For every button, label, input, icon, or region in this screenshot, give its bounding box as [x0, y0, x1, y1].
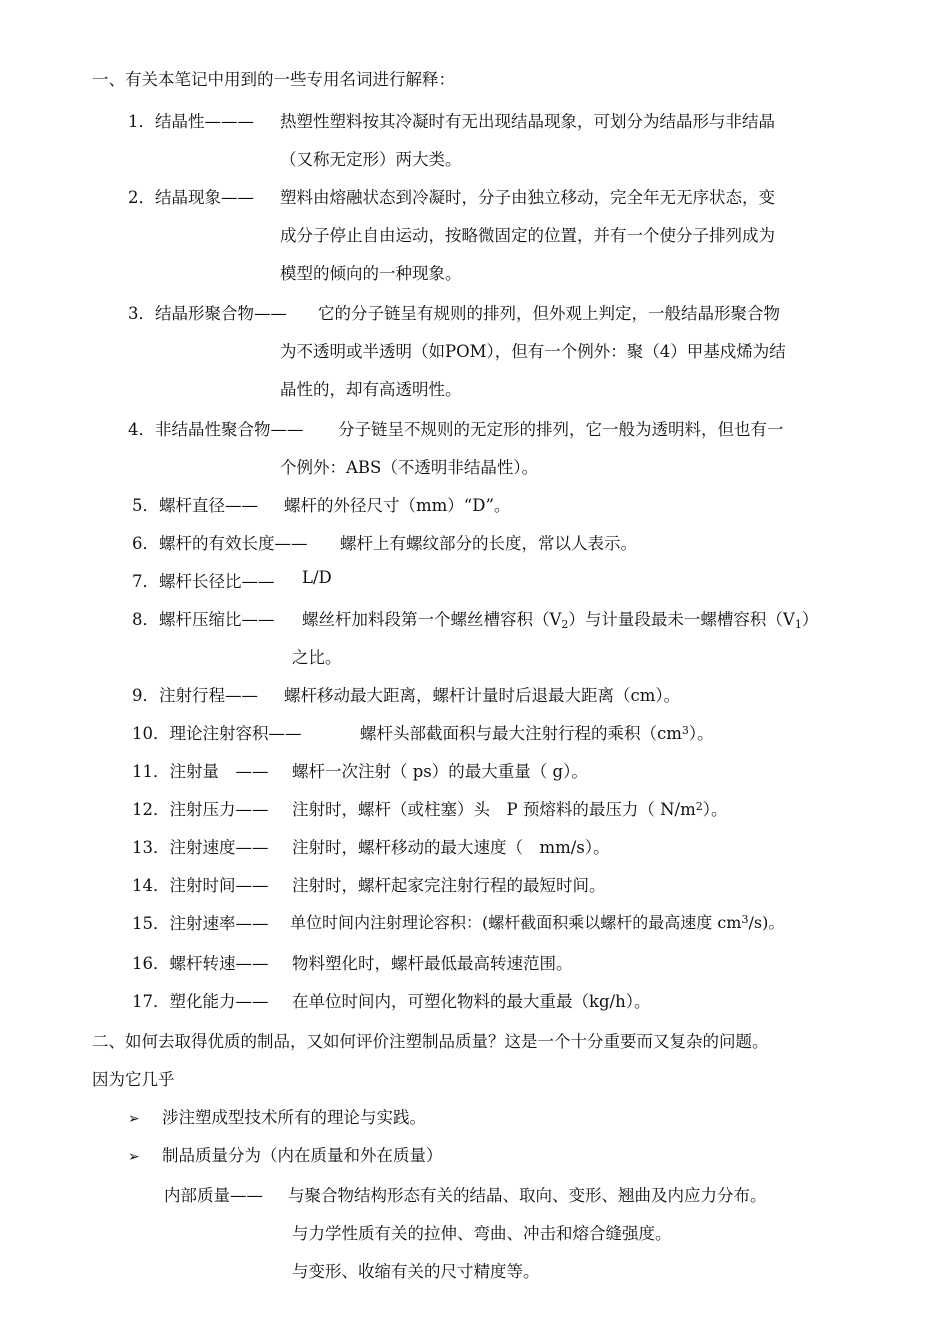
bullet-item-2: ➢ 制品质量分为（内在质量和外在质量） [128, 1146, 443, 1165]
superscript: 3 [741, 913, 749, 926]
subscript: 2 [561, 618, 569, 631]
item-term: 理论注射容积—— [169, 724, 302, 743]
item-number: 2． [128, 188, 155, 207]
definition-6 [132, 530, 308, 554]
definition-5 [132, 492, 258, 516]
item-number: 8． [132, 610, 159, 629]
definition-8-line2: 之比。 [292, 648, 342, 667]
arrow-bullet-icon: ➢ [128, 1149, 140, 1165]
definition-1-line2: （又称无定形）两大类。 [280, 150, 462, 169]
item-term: 螺杆长径比—— [159, 572, 275, 591]
item-term: 螺杆的有效长度—— [159, 534, 308, 553]
inner-quality-line1: 与聚合物结构形态有关的结晶、取向、变形、翘曲及内应力分布。 [288, 1186, 767, 1205]
definition-16 [132, 950, 269, 974]
item-number: 1． [128, 112, 155, 131]
item-term: 塑化能力—— [169, 992, 269, 1011]
definition-6-line1: 螺杆上有螺纹部分的长度，常以人表示。 [340, 534, 637, 553]
definition-3-line2: 为不透明或半透明（如POM），但有一个例外：聚（4）甲基戍烯为结 [280, 342, 786, 361]
item-number: 13． [132, 838, 170, 857]
item-term: 螺杆压缩比—— [159, 610, 275, 629]
subscript: 1 [794, 618, 802, 631]
definition-10-line1: 螺杆头部截面积与最大注射行程的乘积$(cm^3)$。 [360, 724, 714, 743]
item-number: 9． [132, 686, 159, 705]
definition-16-line1: 物料塑化时，螺杆最低最高转速范围。 [292, 954, 573, 973]
superscript: 3 [681, 724, 689, 737]
bullet-item-1: ➢ 涉注塑成型技术所有的理论与实践。 [128, 1108, 426, 1127]
inner-quality-line3: 与变形、收缩有关的尺寸精度等。 [292, 1262, 540, 1281]
definition-11-line1: 螺杆一次注射（ ps）的最大重量（ g）。 [292, 762, 588, 781]
item-number: 6． [132, 534, 159, 553]
definition-9 [132, 682, 258, 706]
definition-2-line1: 塑料由熔融状态到冷凝时，分子由独立移动，完全年无无序状态，变 [280, 188, 775, 207]
definition-3 [128, 300, 287, 324]
section2-title-line2: 因为它几乎 [92, 1070, 175, 1089]
item-term: 注射行程—— [159, 686, 258, 705]
definition-7-line1: L/D [302, 568, 332, 587]
item-term: 结晶现象—— [155, 188, 254, 207]
definition-4-line2: 个例外：ABS（不透明非结晶性）。 [280, 458, 539, 477]
definition-13 [132, 834, 269, 858]
item-number: 10． [132, 724, 170, 743]
definition-2 [128, 184, 254, 208]
definition-12-line1: 注射时，螺杆（或柱塞）头 P 预熔料的最压力（ $N/m^2$）。 [292, 800, 728, 819]
item-number: 4． [128, 420, 155, 439]
definition-17 [132, 988, 269, 1012]
item-number: 3． [128, 304, 155, 323]
arrow-bullet-icon: ➢ [128, 1111, 140, 1127]
item-number: 16． [132, 954, 170, 973]
item-term: 注射量 —— [169, 762, 269, 781]
inner-quality-term: 内部质量—— [164, 1186, 263, 1205]
definition-4 [128, 416, 304, 440]
item-number: 15． [132, 914, 170, 933]
definition-17-line1: 在单位时间内，可塑化物料的最大重最（kg/h）。 [292, 992, 651, 1011]
definition-15 [132, 910, 269, 934]
item-term: 注射时间—— [169, 876, 269, 895]
definition-7 [132, 568, 275, 592]
definition-1-line1: 热塑性塑料按其冷凝时有无出现结晶现象，可划分为结晶形与非结晶 [280, 112, 775, 131]
definition-15-line1: 单位时间内注射理论容积：(螺杆截面积乘以螺杆的最高速度 $cm^3/s$)。 [290, 913, 785, 932]
definition-11 [132, 758, 269, 782]
item-term: 结晶性——— [155, 112, 254, 131]
definition-1 [128, 108, 254, 132]
item-number: 14． [132, 876, 170, 895]
definition-3-line1: 它的分子链呈有规则的排列，但外观上判定，一般结晶形聚合物 [318, 304, 780, 323]
item-term: 注射速度—— [169, 838, 269, 857]
definition-8-line1: 螺丝杆加料段第一个螺丝槽容积$(V_2)$与计量段最未一螺槽容积$(V_1)$ [302, 610, 819, 631]
item-term: 注射速率—— [169, 914, 269, 933]
definition-10 [132, 720, 302, 744]
definition-5-line1: 螺杆的外径尺寸（mm）“D”。 [284, 496, 511, 515]
item-term: 注射压力—— [169, 800, 269, 819]
definition-14 [132, 872, 269, 896]
item-number: 5． [132, 496, 159, 515]
item-term: 非结晶性聚合物—— [155, 420, 304, 439]
definition-12 [132, 796, 269, 820]
definition-13-line1: 注射时，螺杆移动的最大速度（ mm/s）。 [292, 838, 610, 857]
definition-2-line2: 成分子停止自由运动，按略微固定的位置，并有一个使分子排列成为 [280, 226, 775, 245]
item-number: 17． [132, 992, 170, 1011]
definition-2-line3: 模型的倾向的一种现象。 [280, 264, 462, 283]
item-term: 结晶形聚合物—— [155, 304, 287, 323]
item-term: 螺杆直径—— [159, 496, 258, 515]
definition-3-line3: 晶性的，却有高透明性。 [280, 380, 462, 399]
item-number: 12． [132, 800, 170, 819]
definition-14-line1: 注射时，螺杆起家完注射行程的最短时间。 [292, 876, 606, 895]
section1-title: 一、有关本笔记中用到的一些专用名词进行解释： [92, 70, 455, 89]
item-term: 螺杆转速—— [169, 954, 269, 973]
item-number: 7． [132, 572, 159, 591]
definition-8 [132, 606, 275, 630]
definition-9-line1: 螺杆移动最大距离，螺杆计量时后退最大距离（cm）。 [284, 686, 681, 705]
inner-quality-line2: 与力学性质有关的拉伸、弯曲、冲击和熔合缝强度。 [292, 1224, 672, 1243]
section2-title-line1: 二、如何去取得优质的制品，又如何评价注塑制品质量？这是一个十分重要而又复杂的问题。 [92, 1032, 769, 1051]
definition-4-line1: 分子链呈不规则的无定形的排列，它一般为透明料，但也有一 [338, 420, 784, 439]
superscript: 2 [695, 800, 703, 813]
item-number: 11． [132, 762, 170, 781]
